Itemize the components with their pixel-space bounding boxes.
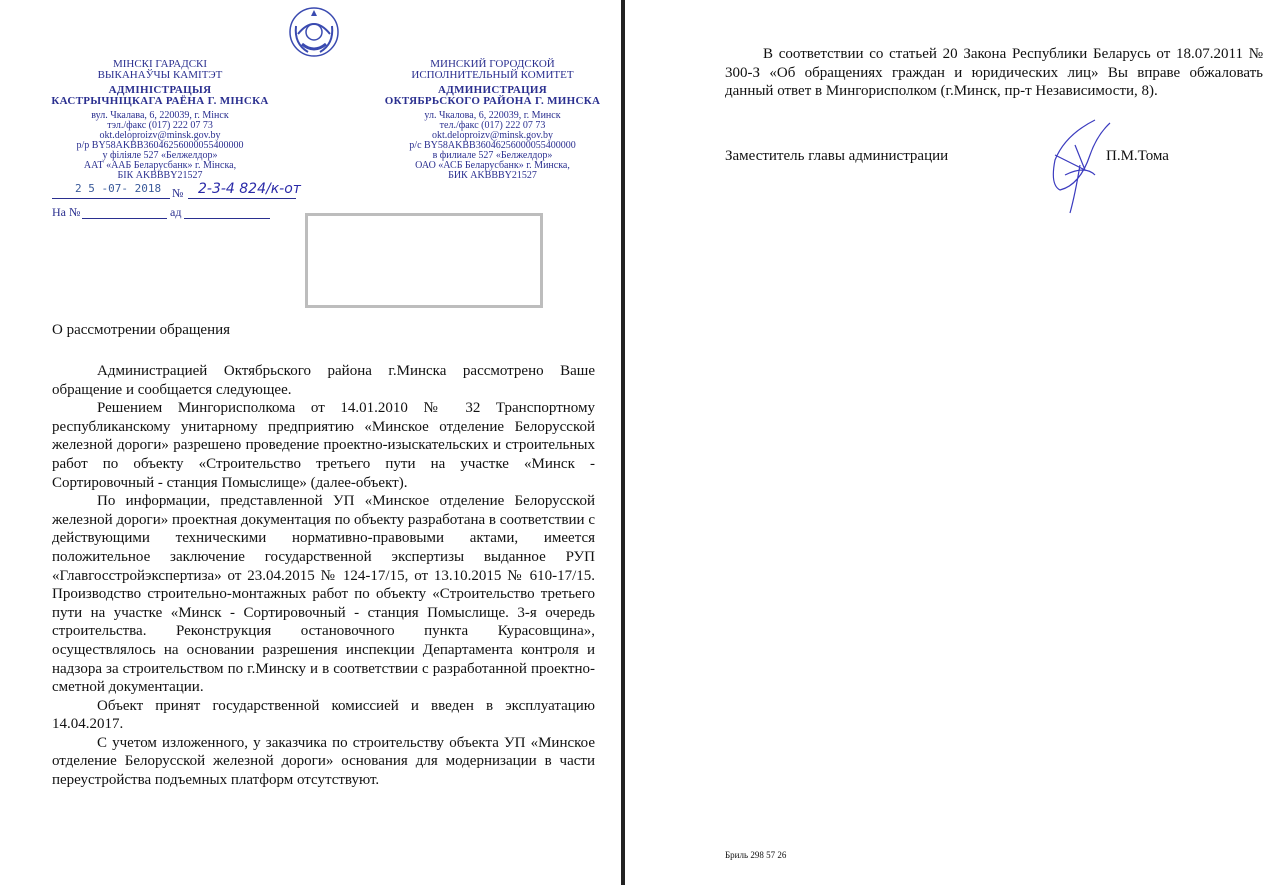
signatory-name: П.М.Тома (1106, 148, 1169, 164)
registration-date: 2 5 -07- 2018 (75, 182, 162, 195)
letterhead-line: АДМІНІСТРАЦЫЯ (108, 84, 212, 96)
address-line: ул. Чкалова, 6, 220039, г. Минск (424, 110, 561, 121)
reference-date-underline (184, 218, 270, 219)
state-emblem-icon (288, 4, 340, 60)
executor-footer: Бриль 298 57 26 (725, 850, 787, 860)
letterhead-line: МІНСКІ ГАРАДСКІ (112, 58, 208, 70)
reference-date-label: ад (170, 205, 182, 219)
letterhead-address (40, 111, 280, 181)
letterhead-line: АДМИНИСТРАЦИЯ (437, 84, 548, 96)
body-paragraph: Администрацией Октябрьского района г.Минска рассмотрено Ваше обращение и сообщается следующее. (52, 363, 595, 398)
address-line: ААТ «ААБ Беларусбанк» г. Мінска, (83, 160, 237, 171)
address-line: БИК AKBBBY21527 (448, 170, 537, 181)
letterhead-address (370, 111, 615, 181)
page-1 (0, 0, 621, 885)
letterhead-line: ИСПОЛНИТЕЛЬНЫЙ КОМИТЕТ (411, 69, 574, 81)
body-paragraph: В соответствии со статьей 20 Закона Республики Беларусь от 18.07.2011 № 300-З «Об обращениях граждан и юридических лиц» Вы вправе обжаловать данный ответ в Мингорисполком (г.Минск, пр-т Независимости, 8). (725, 46, 1263, 100)
letterhead-russian (370, 59, 615, 181)
letter-subject: О рассмотрении обращения (52, 322, 231, 338)
address-line: okt.deloproizv@minsk.gov.by (431, 130, 554, 141)
address-line: БІК AKBBBY21527 (117, 170, 203, 181)
address-line: р/р BY58AKBB36046256000055400000 (76, 140, 244, 151)
reference-number-underline (82, 218, 167, 219)
address-line: ОАО «АСБ Беларусбанк» г. Минска, (415, 160, 570, 171)
address-line: тел./факс (017) 222 07 73 (439, 120, 546, 131)
letterhead-org (40, 85, 280, 107)
letterhead-line: МИНСКИЙ ГОРОДСКОЙ (430, 58, 555, 70)
redacted-addressee-box (305, 213, 543, 308)
body-paragraph: Объект принят государственной комиссией и введен в эксплуатацию 14.04.2017. (52, 697, 595, 733)
letterhead-line: ОКТЯБРЬСКОГО РАЙОНА Г. МИНСКА (384, 95, 601, 107)
letter-body (52, 362, 595, 790)
body-paragraph: Решением Мингорисполкома от 14.01.2010 № 32 Транспортному республиканскому унитарному предприятию «Минское отделение Белорусской железной дороги» разрешено проведение проектно-изыскательских и строительных работ по объекту «Строительство третьего пути на участке «Минск - Сортировочный - станция Помыслище» (далее-объект). (52, 400, 595, 491)
letterhead-org (370, 85, 615, 107)
handwritten-signature (1035, 115, 1125, 215)
reference-number-label: На № (52, 205, 81, 219)
registration-number: 2-3-4 824/к-от (198, 181, 301, 197)
body-paragraph: По информации, представленной УП «Минское отделение Белорусской железной дороги» проектная документация по объекту разработана в соответствии с действующими техническими нормативно-правовыми актами, имеется положительное заключение государственной экспертизы выданное РУП «Главгосстройэкспертиза» от 23.04.2015 № 124-17/15, от 13.10.2015 № 610-17/15. Производство строительно-монтажных работ по объекту «Строительство третьего пути на участке «Минск - Сортировочный - станция Помыслище. 3-я очередь строительства. Реконструкция остановочного пункта Курасовщина», осуществлялось на основании разрешения инспекции Департамента контроля и надзора за строительством по г.Минску и в соответствии с разработанной проектно-сметной документации. (52, 493, 595, 696)
address-line: у філіяле 527 «Белжелдор» (102, 150, 218, 161)
page-2 (625, 0, 1280, 885)
address-line: okt.deloproizv@minsk.gov.by (99, 130, 221, 141)
address-line: р/с BY58AKBB36046256000055400000 (409, 140, 576, 151)
body-paragraph: С учетом изложенного, у заказчика по строительству объекта УП «Минское отделение Белорусской железной дороги» основания для модернизации в части переустройства подъемных платформ отсутствуют. (52, 734, 595, 789)
appeal-rights-paragraph (725, 45, 1263, 101)
registration-number-label: № (172, 186, 184, 200)
number-underline (188, 198, 296, 199)
signatory-position: Заместитель главы администрации (725, 148, 949, 164)
letterhead-belarusian (40, 59, 280, 181)
letterhead-line: ВЫКАНАЎЧЫ КАМІТЭТ (97, 69, 223, 81)
date-underline (52, 198, 170, 199)
letterhead-line: КАСТРЫЧНІЦКАГА РАЁНА Г. МІНСКА (51, 95, 269, 107)
address-line: вул. Чкалава, 6, 220039, г. Мінск (91, 110, 229, 121)
address-line: тэл./факс (017) 222 07 73 (107, 120, 213, 131)
address-line: в филиале 527 «Белжелдор» (432, 150, 553, 161)
